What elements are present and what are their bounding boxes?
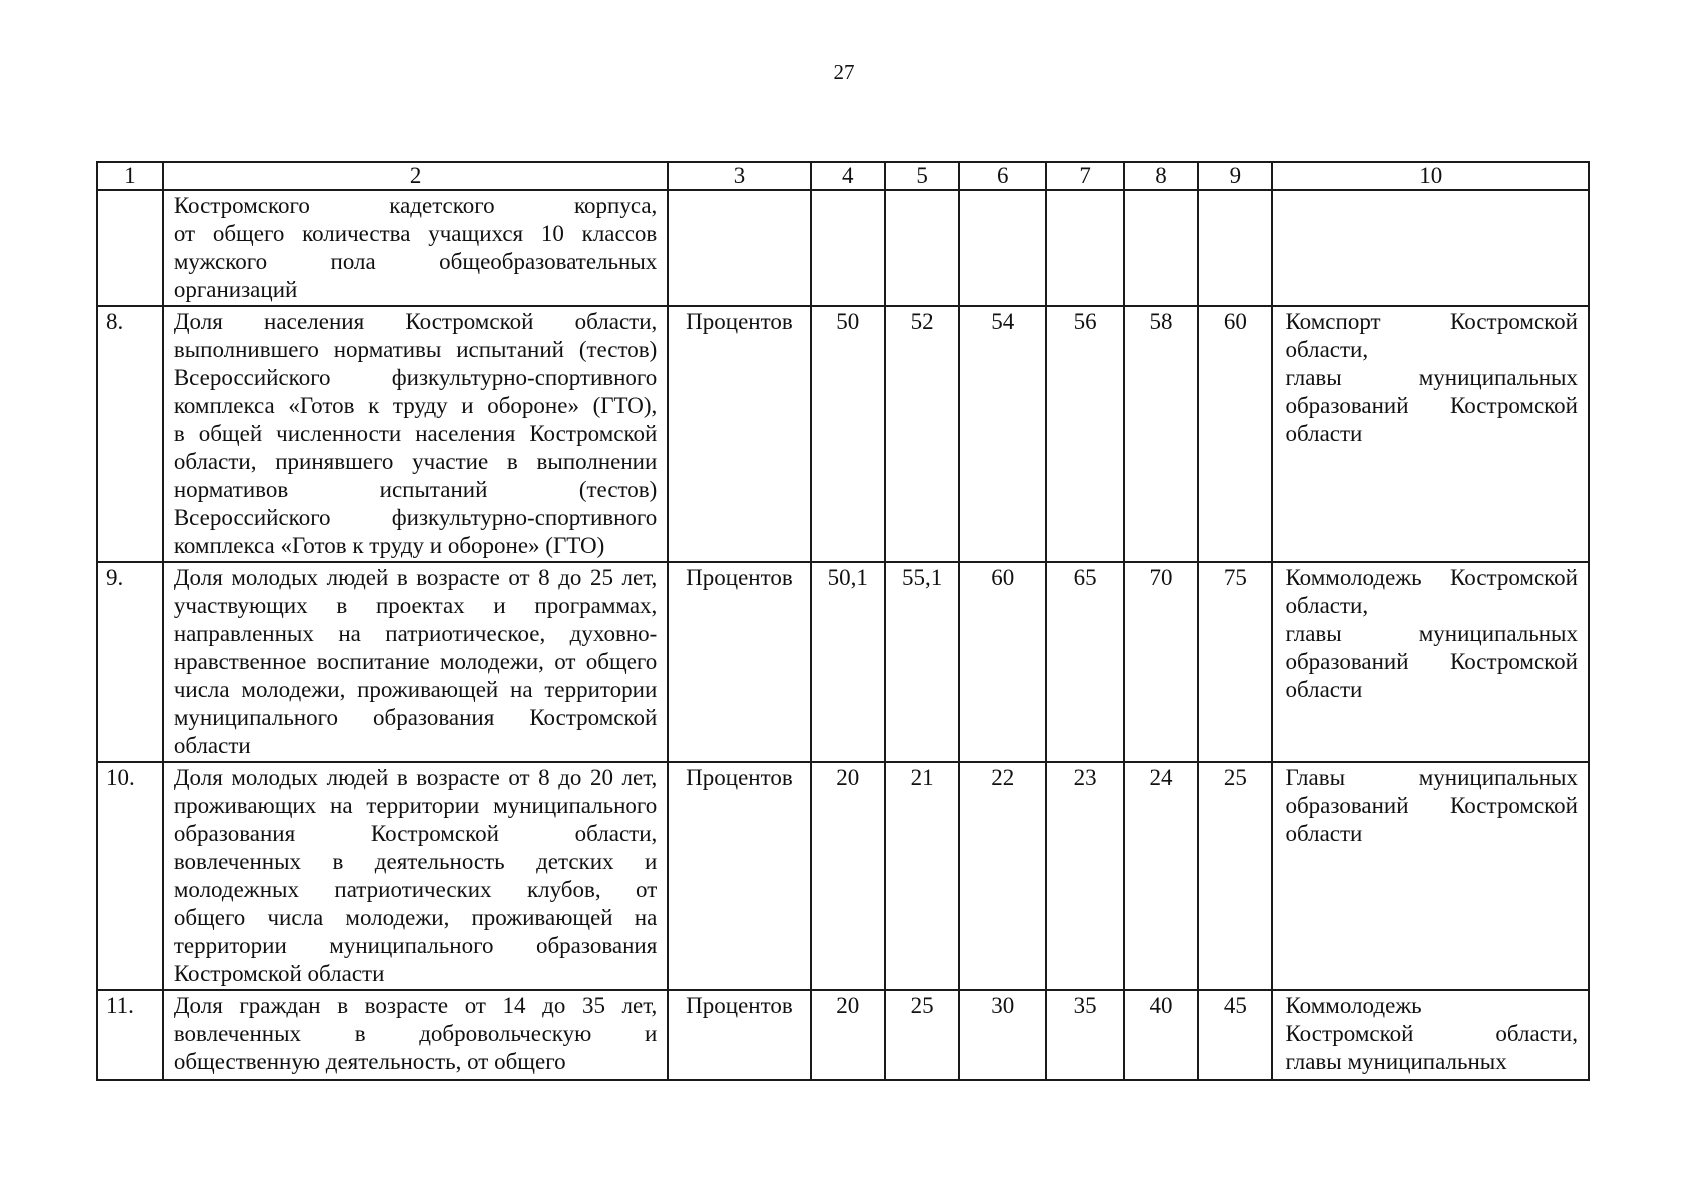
description-line: числа молодежи, проживающей на территории (173, 677, 658, 702)
row-number: 9. (97, 562, 163, 762)
responsible-line: области, (1285, 337, 1369, 362)
value-cell: 30 (959, 990, 1046, 1080)
value-cell: 20 (811, 762, 885, 990)
responsible-line: области (1285, 821, 1363, 846)
description-line: области, принявшего участие в выполнении (173, 449, 658, 474)
page-number: 27 (833, 60, 855, 84)
description-line: общего числа молодежи, проживающей на (173, 905, 658, 930)
value-cell: 35 (1046, 990, 1124, 1080)
header-cell: 3 (668, 162, 810, 190)
value-cell: 60 (1198, 306, 1272, 562)
responsible-line: области, (1285, 593, 1369, 618)
table-row (97, 562, 1589, 762)
responsible-line: главы муниципальных (1285, 1049, 1507, 1074)
header-cell: 1 (97, 162, 163, 190)
unit-cell: Процентов (668, 306, 810, 562)
header-cell: 8 (1124, 162, 1198, 190)
description-line: комплекса «Готов к труду и обороне» (ГТО) (173, 533, 605, 558)
description-line: Всероссийского физкультурно-спортивного (173, 505, 658, 530)
value-cell: 65 (1046, 562, 1124, 762)
value-cell: 50 (811, 306, 885, 562)
header-cell: 7 (1046, 162, 1124, 190)
responsible-cell (1272, 990, 1589, 1080)
header-cell: 2 (163, 162, 668, 190)
unit-cell (668, 190, 810, 306)
value-cell (811, 190, 885, 306)
responsible-line: Коммолодежь (1285, 993, 1422, 1018)
description-line: образования Костромской области, (173, 821, 658, 846)
description-line: Доля граждан в возрасте от 14 до 35 лет, (173, 993, 658, 1018)
indicator-description (163, 306, 668, 562)
description-line: общественную деятельность, от общего (173, 1049, 566, 1074)
header-cell: 9 (1198, 162, 1272, 190)
value-cell: 54 (959, 306, 1046, 562)
indicator-description (163, 562, 668, 762)
description-line: Костромского кадетского корпуса, (173, 193, 658, 218)
description-line: Всероссийского физкультурно-спортивного (173, 365, 658, 390)
value-cell: 70 (1124, 562, 1198, 762)
value-cell: 45 (1198, 990, 1272, 1080)
value-cell: 25 (885, 990, 959, 1080)
indicator-description (163, 190, 668, 306)
responsible-line: образований Костромской (1285, 649, 1578, 674)
row-number: 11. (97, 990, 163, 1080)
table-row (97, 306, 1589, 562)
value-cell: 20 (811, 990, 885, 1080)
value-cell (1046, 190, 1124, 306)
value-cell: 55,1 (885, 562, 959, 762)
responsible-line: образований Костромской (1285, 393, 1578, 418)
responsible-line: Главы муниципальных (1285, 765, 1578, 790)
unit-cell: Процентов (668, 990, 810, 1080)
value-cell: 21 (885, 762, 959, 990)
value-cell: 52 (885, 306, 959, 562)
header-cell: 4 (811, 162, 885, 190)
description-line: молодежных патриотических клубов, от (173, 877, 658, 902)
description-line: проживающих на территории муниципального (173, 793, 658, 818)
description-line: нравственное воспитание молодежи, от общего (173, 649, 658, 674)
table-row (97, 990, 1589, 1080)
value-cell: 60 (959, 562, 1046, 762)
value-cell: 75 (1198, 562, 1272, 762)
description-line: комплекса «Готов к труду и обороне» (ГТО), (173, 393, 658, 418)
indicators-table (96, 161, 1590, 1081)
description-line: участвующих в проектах и программах, (173, 593, 658, 618)
responsible-line: образований Костромской (1285, 793, 1578, 818)
description-line: от общего количества учащихся 10 классов (173, 221, 658, 246)
header-row (97, 162, 1589, 190)
unit-cell: Процентов (668, 562, 810, 762)
responsible-line: области (1285, 421, 1363, 446)
row-number (97, 190, 163, 306)
description-line: области (173, 733, 251, 758)
description-line: территории муниципального образования (173, 933, 658, 958)
description-line: Доля молодых людей в возрасте от 8 до 20 лет, (173, 765, 658, 790)
row-number: 10. (97, 762, 163, 990)
table-row (97, 190, 1589, 306)
value-cell (1198, 190, 1272, 306)
value-cell: 23 (1046, 762, 1124, 990)
header-cell: 5 (885, 162, 959, 190)
responsible-line: области (1285, 677, 1363, 702)
header-cell: 10 (1272, 162, 1589, 190)
responsible-cell (1272, 190, 1589, 306)
value-cell: 22 (959, 762, 1046, 990)
row-number: 8. (97, 306, 163, 562)
description-line: Доля населения Костромской области, (173, 309, 658, 334)
description-line: вовлеченных в деятельность детских и (173, 849, 658, 874)
value-cell (959, 190, 1046, 306)
responsible-cell (1272, 762, 1589, 990)
value-cell (1124, 190, 1198, 306)
unit-cell: Процентов (668, 762, 810, 990)
value-cell: 58 (1124, 306, 1198, 562)
responsible-line: Костромской области, (1285, 1021, 1578, 1046)
indicator-description (163, 990, 668, 1080)
responsible-cell (1272, 562, 1589, 762)
description-line: направленных на патриотическое, духовно- (173, 621, 658, 646)
description-line: в общей численности населения Костромской (173, 421, 658, 446)
value-cell: 40 (1124, 990, 1198, 1080)
description-line: мужского пола общеобразовательных (173, 249, 658, 274)
indicator-description (163, 762, 668, 990)
description-line: вовлеченных в добровольческую и (173, 1021, 658, 1046)
description-line: муниципального образования Костромской (173, 705, 658, 730)
value-cell (885, 190, 959, 306)
header-cell: 6 (959, 162, 1046, 190)
responsible-line: главы муниципальных (1285, 621, 1578, 646)
description-line: Доля молодых людей в возрасте от 8 до 25 лет, (173, 565, 658, 590)
description-line: Костромской области (173, 961, 385, 986)
responsible-cell (1272, 306, 1589, 562)
responsible-line: Комспорт Костромской (1285, 309, 1578, 334)
description-line: нормативов испытаний (тестов) (173, 477, 658, 502)
value-cell: 56 (1046, 306, 1124, 562)
value-cell: 24 (1124, 762, 1198, 990)
value-cell: 50,1 (811, 562, 885, 762)
description-line: выполнившего нормативы испытаний (тестов) (173, 337, 658, 362)
responsible-line: Коммолодежь Костромской (1285, 565, 1578, 590)
table-row (97, 762, 1589, 990)
value-cell: 25 (1198, 762, 1272, 990)
responsible-line: главы муниципальных (1285, 365, 1578, 390)
description-line: организаций (173, 277, 298, 302)
